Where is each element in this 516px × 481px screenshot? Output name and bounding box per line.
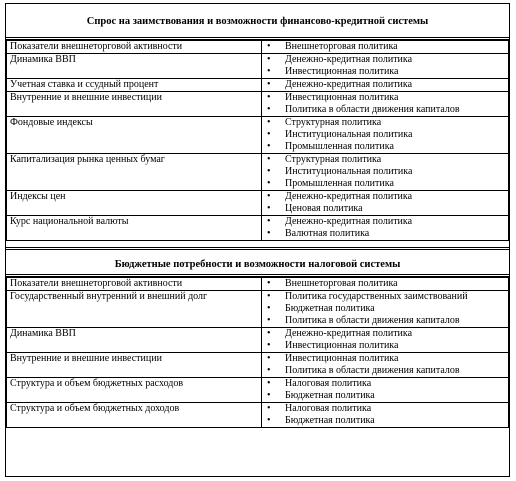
policy-list	[265, 191, 505, 215]
table-row	[7, 79, 509, 92]
indicator-cell: Фондовые индексы	[7, 117, 262, 154]
table-row	[7, 378, 509, 403]
policy-list	[265, 92, 505, 116]
budget-table	[6, 277, 509, 428]
policy-item: • Промышленная политика	[265, 141, 505, 153]
policy-item: • Промышленная политика	[265, 178, 505, 190]
policy-item: • Внешнеторговая политика	[265, 41, 505, 53]
policies-cell	[262, 54, 509, 79]
policy-item: • Структурная политика	[265, 117, 505, 129]
policy-list	[265, 328, 505, 352]
policy-item: • Институциональная политика	[265, 166, 505, 178]
policy-item: • Инвестиционная политика	[265, 66, 505, 78]
policy-list	[265, 278, 505, 290]
policies-cell	[262, 278, 509, 291]
indicator-cell: Курс национальной валюты	[7, 216, 262, 241]
indicator-cell: Показатели внешнеторговой активности	[7, 278, 262, 291]
indicator-cell: Структура и объем бюджетных доходов	[7, 403, 262, 428]
policy-item: • Политика государственных заимствований	[265, 291, 505, 303]
policy-item: • Бюджетная политика	[265, 390, 505, 402]
policy-item: • Инвестиционная политика	[265, 340, 505, 352]
policy-item: • Политика в области движения капиталов	[265, 104, 505, 116]
policy-item: • Бюджетная политика	[265, 303, 505, 315]
policies-cell	[262, 79, 509, 92]
table-row	[7, 154, 509, 191]
indicator-cell: Структура и объем бюджетных расходов	[7, 378, 262, 403]
policy-item: • Денежно-кредитная политика	[265, 54, 505, 66]
table-row	[7, 328, 509, 353]
policies-cell	[262, 41, 509, 54]
policies-cell	[262, 291, 509, 328]
policy-item: • Политика в области движения капиталов	[265, 365, 505, 377]
document-frame	[5, 3, 510, 477]
policy-list	[265, 291, 505, 327]
indicator-cell: Внутренние и внешние инвестиции	[7, 353, 262, 378]
indicator-cell: Внутренние и внешние инвестиции	[7, 92, 262, 117]
policy-item: • Денежно-кредитная политика	[265, 79, 505, 91]
policy-list	[265, 154, 505, 190]
policy-list	[265, 216, 505, 240]
policy-list	[265, 54, 505, 78]
policy-list	[265, 403, 505, 427]
table-row	[7, 41, 509, 54]
policy-item: • Валютная политика	[265, 228, 505, 240]
policy-item: • Политика в области движения капиталов	[265, 315, 505, 327]
policy-item: • Денежно-кредитная политика	[265, 191, 505, 203]
indicator-cell: Государственный внутренний и внешний долг	[7, 291, 262, 328]
policies-cell	[262, 191, 509, 216]
policy-list	[265, 378, 505, 402]
table-row	[7, 54, 509, 79]
table-row	[7, 353, 509, 378]
policy-item: • Денежно-кредитная политика	[265, 328, 505, 340]
indicator-cell: Капитализация рынка ценных бумаг	[7, 154, 262, 191]
table-row	[7, 117, 509, 154]
indicator-cell: Учетная ставка и ссудный процент	[7, 79, 262, 92]
policy-item: • Внешнеторговая политика	[265, 278, 505, 290]
policies-cell	[262, 216, 509, 241]
finance-table	[6, 40, 509, 241]
policy-item: • Налоговая политика	[265, 378, 505, 390]
policy-list	[265, 41, 505, 53]
table-row	[7, 92, 509, 117]
policies-cell	[262, 353, 509, 378]
policies-cell	[262, 328, 509, 353]
policies-cell	[262, 378, 509, 403]
policies-cell	[262, 117, 509, 154]
section-title-finance: Спрос на заимствования и возможности финансово-кредитной системы	[6, 4, 509, 40]
table-row	[7, 191, 509, 216]
policy-item: • Инвестиционная политика	[265, 92, 505, 104]
policies-cell	[262, 403, 509, 428]
indicator-cell: Показатели внешнеторговой активности	[7, 41, 262, 54]
policy-list	[265, 353, 505, 377]
policy-item: • Институциональная политика	[265, 129, 505, 141]
policy-item: • Инвестиционная политика	[265, 353, 505, 365]
policies-cell	[262, 154, 509, 191]
indicator-cell: Динамика ВВП	[7, 54, 262, 79]
policies-cell	[262, 92, 509, 117]
policy-item: • Денежно-кредитная политика	[265, 216, 505, 228]
policy-item: • Ценовая политика	[265, 203, 505, 215]
policy-item: • Структурная политика	[265, 154, 505, 166]
policy-list	[265, 117, 505, 153]
policy-item: • Бюджетная политика	[265, 415, 505, 427]
policy-list	[265, 79, 505, 91]
table-row	[7, 403, 509, 428]
policy-item: • Налоговая политика	[265, 403, 505, 415]
table-row	[7, 291, 509, 328]
section-title-budget: Бюджетные потребности и возможности налоговой системы	[6, 247, 509, 277]
table-row	[7, 216, 509, 241]
indicator-cell: Динамика ВВП	[7, 328, 262, 353]
indicator-cell: Индексы цен	[7, 191, 262, 216]
